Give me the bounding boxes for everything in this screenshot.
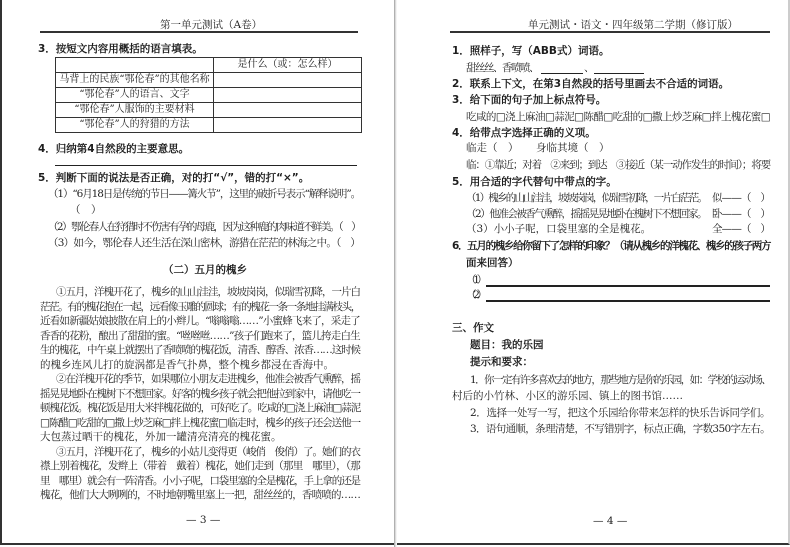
q5-item-2-answer[interactable]: 卧——（ ） — [712, 208, 771, 220]
page-number: — 4 — — [593, 515, 628, 527]
table-header: 是什么（或：怎么样） — [214, 58, 362, 73]
answer-cell[interactable] — [214, 73, 362, 88]
q5-item-3: （3）如今，鄂伦春人还生活在深山密林，游猎在茫茫的林海之中。（ ） — [48, 237, 361, 249]
passage-line: 茫茫。有的槐花抱在一起，远看像玉雕的圆球；有的槐花一条一条地挂满枝头， — [40, 300, 360, 313]
passage-line: 槐花，他们大大咧咧的，不时地朝嘴里塞上一把，甜丝丝的，香喷喷的…… — [40, 489, 361, 501]
q5-item-3-answer[interactable]: 全——（ ） — [712, 223, 771, 235]
passage-line: ②在洋槐开花的季节，如果哪位小朋友走进槐乡，他准会被香气熏醉，摇 — [56, 373, 360, 385]
answer-cell[interactable] — [214, 118, 362, 133]
composition-hint: 3．语句通顺，条理清楚，不写错别字，标点正确，字数350字左右。 — [470, 423, 770, 435]
q1-separator: 、 — [584, 62, 592, 74]
answer-line[interactable] — [486, 285, 770, 287]
question-5: 5．用合适的字代替句中带点的字。 — [452, 176, 617, 188]
q4-word-1: 临走（ ） — [466, 142, 519, 154]
table-row-label: 马背上的民族“鄂伦春”的其他名称 — [56, 73, 214, 88]
q5-item-3: （3）小小子呢，口袋里塞的全是槐花。 — [466, 223, 652, 235]
composition-hint-label: 提示和要求： — [470, 356, 533, 368]
passage-line: □陈醋□吃甜的□撒上炒芝麻□拌上槐花蜜□临走时，槐乡的孩子还会送他一 — [40, 416, 361, 429]
page-header: 第一单元测试（A卷） — [160, 19, 263, 31]
question-5: 5．判断下面的说法是否正确，对的打“√”，错的打“×”。 — [38, 172, 310, 184]
passage-line: 的槐乡连风儿打的旋涡都是香气扑鼻，整个槐乡都浸在香海中。 — [40, 358, 334, 371]
header-rule — [40, 31, 358, 33]
q5-item-2: （2）鄂伦春人在狩猎时不伤害有孕的母鹿，因为这种鹿的肉味道不鲜美。（ ） — [48, 221, 361, 233]
q4-word-2: 身临其境（ ） — [536, 142, 610, 154]
passage-line: 近看如新疆姑娘披散在肩上的小辫儿。“嗡嗡嗡……”小蜜蜂飞来了，采走了 — [40, 315, 360, 327]
question-2: 2．联系上下文，在第3自然段的括号里画去不合适的词语。 — [452, 78, 730, 90]
page-number: — 3 — — [186, 514, 221, 526]
q4-definitions: 临：①靠近；对着 ②来到；到达 ③接近（某一动作发生的时间）；将要 — [466, 159, 770, 171]
table-corner — [56, 58, 214, 73]
question-1: 1．照样子，写（ABB式）词语。 — [452, 45, 610, 57]
q3-sentence: 吃咸的□浇上麻油□蒜泥□陈醋□吃甜的□撒上炒芝麻□拌上槐花蜜□ — [466, 111, 771, 123]
section-title: （二）五月的槐乡 — [163, 264, 247, 276]
question-4: 4．归纳第4自然段的主要意思。 — [38, 143, 190, 155]
q6-answer-label-2: （2） — [466, 289, 484, 301]
fill-table — [55, 57, 362, 133]
question-3: 3．按短文内容用概括的语言填表。 — [38, 43, 203, 55]
composition-hint: 1．你一定有许多喜欢去的地方，那些地方是你的乐园，如：学校的运动场、 — [470, 374, 771, 386]
question-6: 6．五月的槐乡给你留下了怎样的印象？（请从槐乡的洋槐花、槐乡的孩子两方 — [452, 240, 771, 252]
page-header: 单元测试・语文・四年级第二学期（修订版） — [528, 19, 738, 31]
question-3: 3．给下面的句子加上标点符号。 — [452, 94, 607, 106]
page-gutter — [394, 0, 397, 547]
q6-answer-label-1: （1） — [466, 274, 484, 286]
q5-item-1-blank[interactable]: （ ） — [70, 204, 102, 216]
question-4: 4．给带点字选择正确的义项。 — [452, 127, 596, 139]
composition-heading: 三、作文 — [452, 322, 494, 334]
composition-hint: 村后的小竹林、小区的游乐园、镇上的图书馆…… — [452, 390, 683, 402]
answer-cell[interactable] — [214, 88, 362, 103]
answer-blank[interactable] — [541, 73, 583, 74]
passage-line: 香香的花粉，酿出了甜甜的蜜。“咝咝咝……”孩子们跑来了，篮儿挎走白生 — [40, 329, 360, 342]
table-row-label: “鄂伦春”人服饰的主要材料 — [56, 103, 214, 118]
q5-item-1: （1）槐乡的山山洼洼，坡坡岗岗，似瑞雪初降，一片白茫茫。 — [466, 192, 707, 204]
composition-hint: 2．选择一处写一写，把这个乐园给你带来怎样的快乐告诉同学们。 — [470, 407, 771, 419]
passage-line: 生的槐花，中午桌上就摆出了香喷喷的槐花饭，清香、醇香、浓香……这时候 — [40, 344, 360, 356]
passage-line: ①五月，洋槐开花了，槐乡的山山洼洼，坡坡岗岗，似瑞雪初降，一片白 — [56, 286, 360, 298]
answer-cell[interactable] — [214, 103, 362, 118]
header-rule — [450, 31, 770, 33]
passage-line: 里 哪里）就会有一阵清香。小小子呢，口袋里塞的全是槐花，手上拿的还是 — [40, 474, 360, 487]
passage-line: 大包蒸过晒干的槐花，外加一罐清亮清亮的槐花蜜。 — [40, 431, 282, 443]
answer-line[interactable] — [486, 300, 770, 302]
passage-line: 摇晃晃地卧在槐树下不想回家。好客的槐乡孩子就会把他拉到家中，请他吃一 — [40, 387, 360, 400]
table-row-label: “鄂伦春”人的狩猎的方法 — [56, 118, 214, 133]
passage-line: ③五月，洋槐开花了，槐乡的小姑儿变得更（峻俏 俊俏）了。她们的衣 — [56, 445, 360, 458]
answer-line[interactable] — [55, 165, 357, 166]
question-6-cont: 面来回答） — [466, 257, 519, 269]
composition-title: 题目：我的乐园 — [470, 339, 544, 351]
passage-line: 顿槐花饭。槐花饭是用大米拌槐花做的，可好吃了。吃咸的□浇上麻油□蒜泥 — [40, 402, 361, 414]
q5-item-2: （2）他准会被香气熏醉，摇摇晃晃地卧在槐树下不想回家。 — [466, 208, 706, 220]
q1-example: 甜丝丝、香喷喷、 — [466, 62, 538, 74]
q5-item-1-answer[interactable]: 似——（ ） — [712, 192, 771, 204]
table-row-label: “鄂伦春”人的语言、文字 — [56, 88, 214, 103]
answer-blank[interactable] — [594, 73, 644, 74]
q5-item-1: （1）“6月18日是传统的节日——篝火节”，这里的破折号表示“解释说明”。 — [48, 188, 360, 200]
passage-line: 襟上别着槐花，发辫上（带着 戴着）槐花，她们走到（那里 哪里），（那 — [40, 460, 360, 472]
